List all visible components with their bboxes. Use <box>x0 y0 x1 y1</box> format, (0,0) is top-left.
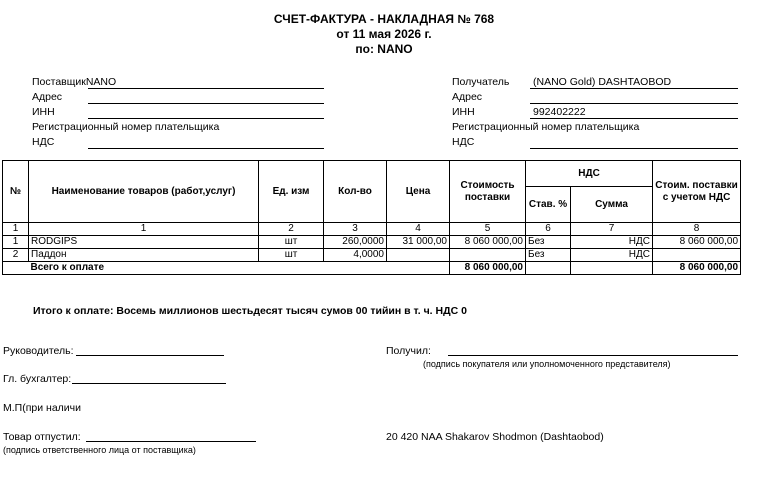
total-in-words: Итого к оплате: Восемь миллионов шестьдесят тысяч сумов 00 тийин в т. ч. НДС 0 <box>33 305 467 317</box>
released-note: (подпись ответственного лица от поставщика) <box>3 445 196 455</box>
row-price: 31 000,00 <box>387 236 450 249</box>
column-numbers-row <box>3 223 741 236</box>
total-vat-rate <box>526 262 571 275</box>
stamp-label: М.П(при наличи <box>3 402 81 414</box>
row-cost <box>450 249 526 262</box>
header-num: № <box>3 161 29 223</box>
received-label: Получил: <box>386 345 431 357</box>
recipient-reg-label: Регистрационный номер плательщика <box>452 121 640 133</box>
header-total: Стоим. поставки с учетом НДС <box>653 161 741 223</box>
table-row <box>3 236 741 249</box>
supplier-vat-label: НДС <box>32 136 55 148</box>
table-row <box>3 249 741 262</box>
director-signature-line <box>76 355 224 356</box>
supplier-address-label: Адрес <box>32 91 63 103</box>
col-number: 8 <box>653 223 741 236</box>
row-cost: 8 060 000,00 <box>450 236 526 249</box>
row-price <box>387 249 450 262</box>
invoice-table <box>2 160 741 275</box>
row-total <box>653 249 741 262</box>
total-spacer <box>3 262 29 275</box>
recipient-vat-label: НДС <box>452 136 475 148</box>
supplier-address-underline <box>88 103 324 104</box>
header-vat-sum: Сумма <box>571 187 653 223</box>
col-number: 6 <box>526 223 571 236</box>
total-label: Всего к оплате <box>29 262 450 275</box>
col-number: 7 <box>571 223 653 236</box>
row-unit: шт <box>259 236 324 249</box>
col-number: 4 <box>387 223 450 236</box>
col-number: 3 <box>324 223 387 236</box>
header-qty: Кол-во <box>324 161 387 223</box>
row-vat-rate: Без <box>526 236 571 249</box>
header-unit: Ед. изм <box>259 161 324 223</box>
recipient-vat-underline <box>530 148 738 149</box>
supplier-underline <box>88 88 324 89</box>
supplier-inn-label: ИНН <box>32 106 55 118</box>
header-price: Цена <box>387 161 450 223</box>
total-cost: 8 060 000,00 <box>450 262 526 275</box>
recipient-underline <box>530 88 738 89</box>
recipient-inn-value: 992402222 <box>533 106 586 118</box>
header-cost: Стоимость поставки <box>450 161 526 223</box>
recipient-address-underline <box>530 103 738 104</box>
col-number: 2 <box>259 223 324 236</box>
header-name: Наименование товаров (работ,услуг) <box>29 161 259 223</box>
col-number: 5 <box>450 223 526 236</box>
supplier-row <box>32 76 116 88</box>
supplier-value: NANO <box>85 76 117 88</box>
total-with-vat: 8 060 000,00 <box>653 262 741 275</box>
supplier-inn-underline <box>88 118 324 119</box>
total-vat-sum <box>571 262 653 275</box>
received-note: (подпись покупателя или уполномоченного представителя) <box>423 359 671 369</box>
recipient-inn-underline <box>530 118 738 119</box>
header-vat: НДС <box>526 161 653 187</box>
header-vat-rate: Став. % <box>526 187 571 223</box>
row-vat-sum: НДС <box>571 249 653 262</box>
row-name: RODGIPS <box>29 236 259 249</box>
accountant-signature-line <box>72 383 226 384</box>
recipient-value: (NANO Gold) DASHTAOBOD <box>533 76 672 88</box>
row-unit: шт <box>259 249 324 262</box>
col-number: 1 <box>29 223 259 236</box>
accountant-label: Гл. бухгалтер: <box>3 373 72 385</box>
row-qty: 260,0000 <box>324 236 387 249</box>
supplier-reg-label: Регистрационный номер плательщика <box>32 121 220 133</box>
row-total: 8 060 000,00 <box>653 236 741 249</box>
document-date: от 11 мая 2026 г. <box>336 27 432 41</box>
row-name: Паддон <box>29 249 259 262</box>
recipient-inn-label: ИНН <box>452 106 475 118</box>
recipient-address-label: Адрес <box>452 91 483 103</box>
col-number: 1 <box>3 223 29 236</box>
director-label: Руководитель: <box>3 345 74 357</box>
recipient-label: Получатель <box>452 76 510 88</box>
document-contract: по: NANO <box>355 42 413 56</box>
table-total-row <box>3 262 741 275</box>
released-label: Товар отпустил: <box>3 431 81 443</box>
supplier-vat-underline <box>88 148 324 149</box>
row-vat-sum: НДС <box>571 236 653 249</box>
receiver-name: 20 420 NAA Shakarov Shodmon (Dashtaobod) <box>386 431 604 443</box>
row-vat-rate: Без <box>526 249 571 262</box>
supplier-label: Поставщик <box>32 76 86 88</box>
row-num: 2 <box>3 249 29 262</box>
received-signature-line <box>448 355 738 356</box>
document-title: СЧЕТ-ФАКТУРА - НАКЛАДНАЯ № 768 <box>273 12 495 26</box>
released-signature-line <box>86 441 256 442</box>
row-qty: 4,0000 <box>324 249 387 262</box>
row-num: 1 <box>3 236 29 249</box>
